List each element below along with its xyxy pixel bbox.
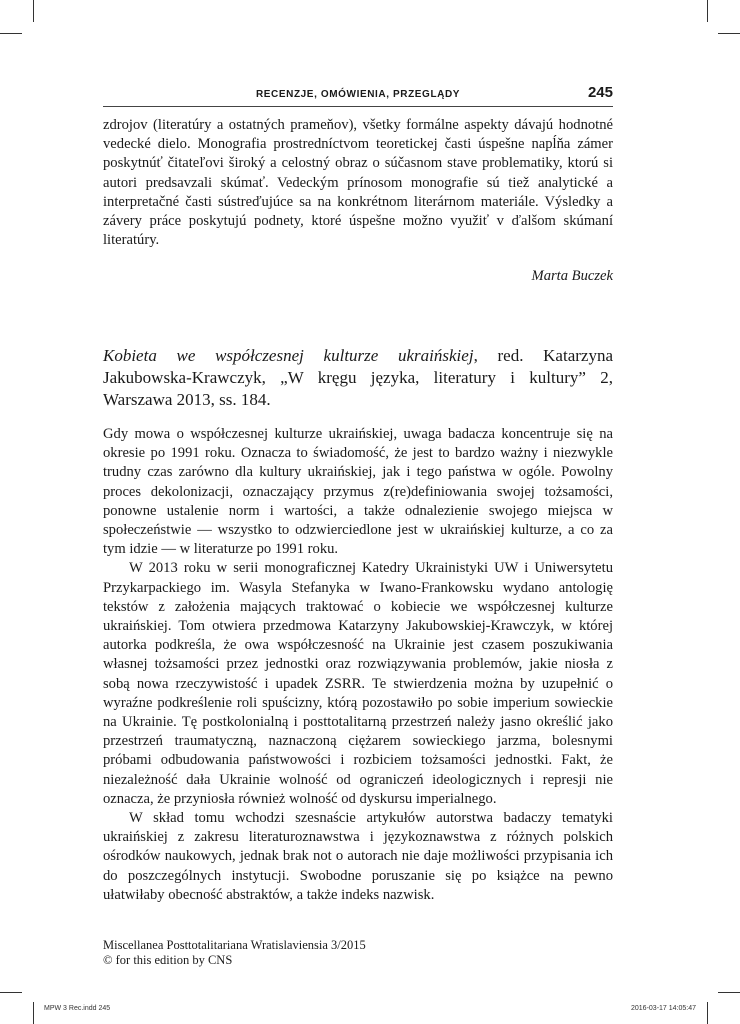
crop-mark-bottom-left bbox=[33, 1002, 34, 1024]
copyright-notice: © for this edition by CNS bbox=[103, 953, 233, 967]
crop-mark-top-left bbox=[33, 0, 34, 22]
crop-mark-top-left-h bbox=[0, 33, 22, 34]
crop-mark-top-right-h bbox=[718, 33, 740, 34]
previous-review-text bbox=[103, 116, 613, 250]
section-title: RECENZJE, OMÓWIENIA, PRZEGLĄDY bbox=[255, 89, 461, 100]
running-head bbox=[103, 84, 613, 106]
slug-filename: MPW 3 Rec.indd 245 bbox=[44, 1005, 111, 1012]
book-title: Kobieta we współczesnej kulturze ukraińskiej bbox=[103, 346, 474, 365]
journal-footer bbox=[103, 938, 366, 968]
crop-mark-bottom-left-h bbox=[0, 992, 22, 993]
review-signature: Marta Buczek bbox=[531, 268, 613, 284]
journal-name: Miscellanea Posttotalitariana Wratislaviensia 3/2015 bbox=[103, 938, 366, 952]
review-title bbox=[103, 345, 613, 411]
header-rule bbox=[103, 106, 613, 107]
crop-mark-top-right bbox=[707, 0, 708, 22]
paragraph: W 2013 roku w serii monograficznej Katedry Ukrainistyki UW i Uniwersytetu Przykarpackiego im. Wasyla Stefanyka w Iwano-Frankowsku wydano antologię tekstów z założenia mających traktować o kobiecie we współczesnej kulturze ukraińskiej. Tom otwiera przedmowa Katarzyny Jakubowskiej-Krawczyk, w której autorka podkreśla, że owa współczesność na Ukrainie jest czasem poszukiwania własnej tożsamości przez jednostki oraz rozwiązywania problemów, jakie niosła z sobą nowa rzeczywistość i upadek ZSRR. Te stwierdzenia można by uzupełnić o wyraźne podkreślenie roli spuścizny, którą pozostawiło po sobie imperium sowieckie na Ukrainie. Tę postkolonialną i posttotalitarną przestrzeń należy jasno określić jako przestrzeń traumatyczną, naznaczoną ciężarem sowieckiego jarzma, bolesnymi próbami odbudowania państwowości i rozbiciem tożsamości jednostki. Fakt, że niezależność dała Ukrainie wolność od ograniczeń ideologicznych i represji nie oznacza, że przyniosła również wolność od dyskursu imperialnego. bbox=[103, 560, 613, 807]
book-details: , red. Katarzyna Jakubowska-Krawczyk, „W kręgu języka, literatury i kultury” 2, Warszawa 2013, ss. 184. bbox=[103, 346, 613, 409]
review-body bbox=[103, 425, 613, 905]
crop-mark-bottom-right bbox=[707, 1002, 708, 1024]
page-number: 245 bbox=[587, 84, 613, 101]
paragraph: Gdy mowa o współczesnej kulturze ukraińskiej, uwaga badacza koncentruje się na okresie po 1991 roku. Oznacza to świadomość, że jest to bardzo ważny i niezwykle trudny czas zarówno dla kultury ukraińskiej, jak i tego państwa w ogóle. Powolny proces dekolonizacji, oznaczający przymus z(re)definiowania swojej tożsamości, ponowne ustalenie norm i wartości, a także odnalezienie swojego miejsca w społeczeństwie — wszystko to odzwierciedlone jest w ukraińskiej kulturze, a co za tym idzie — w literaturze po 1991 roku. bbox=[103, 426, 613, 558]
paragraph: zdrojov (literatúry a ostatných prameňov), všetky formálne aspekty dávajú hodnotné vedecké dielo. Monografia prostredníctvom teoretickej časti úspešne napĺňa zámer poskytnúť čitateľovi široký a celostný obraz o súčasnom stave problematiky, ktorú si autori predsavzali skúmať. Vedeckým prínosom monografie sú tiež analytické a interpretačné časti sústreďujúce sa na konkrétnom literárnom materiále. Výsledky a závery práce poskytujú podnety, ktoré úspešne možno využiť v ďalšom skúmaní literatúry. bbox=[103, 117, 613, 249]
crop-mark-bottom-right-h bbox=[718, 992, 740, 993]
paragraph: W skład tomu wchodzi szesnaście artykułów autorstwa badaczy tematyki ukraińskiej z zakresu literaturoznawstwa i językoznawstwa z różnych polskich ośrodków naukowych, jednak brak not o autorach nie daje możliwości przypisania ich do poszczególnych instytucji. Swobodne poruszanie się po książce na pewno ułatwiłaby obecność abstraktów, a także indeks nazwisk. bbox=[103, 810, 613, 903]
slug-timestamp: 2016-03-17 14:05:47 bbox=[631, 1005, 696, 1012]
